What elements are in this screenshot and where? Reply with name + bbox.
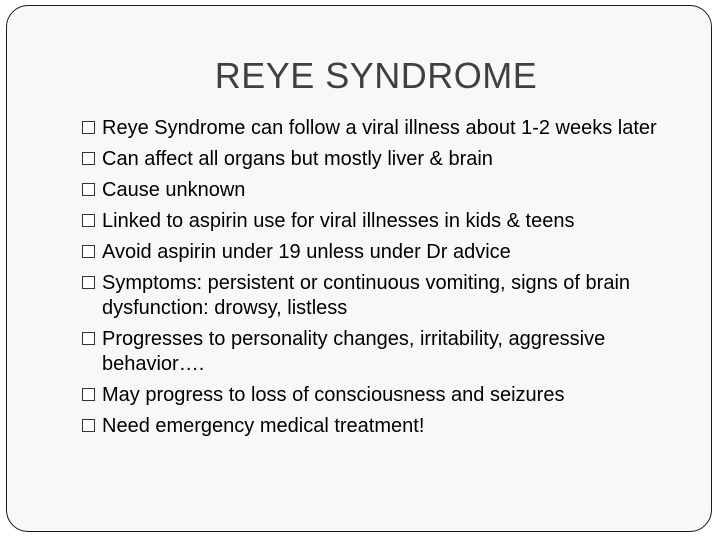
square-bullet-icon: [82, 214, 95, 227]
bullet-text: Symptoms: persistent or continuous vomiting, signs of brain dysfunction: drowsy, listless: [102, 272, 631, 319]
slide-title: REYE SYNDROME: [214, 55, 538, 96]
bullet-text: Can affect all organs but mostly liver & brain: [102, 148, 493, 170]
bullet-item: [82, 383, 682, 408]
square-bullet-icon: [82, 419, 95, 432]
bullet-item: [82, 414, 682, 439]
square-bullet-icon: [82, 388, 95, 401]
bullet-text: Linked to aspirin use for viral illnesses in kids & teens: [102, 210, 575, 232]
bullet-text: Cause unknown: [102, 179, 246, 201]
bullet-item: [82, 271, 682, 321]
bullet-item: [82, 240, 682, 265]
square-bullet-icon: [82, 152, 95, 165]
bullet-text: Avoid aspirin under 19 unless under Dr advice: [102, 241, 511, 263]
bullet-item: [82, 116, 682, 141]
bullet-item: [82, 178, 682, 203]
square-bullet-icon: [82, 332, 95, 345]
bullet-list: [82, 116, 682, 445]
bullet-item: [82, 209, 682, 234]
square-bullet-icon: [82, 276, 95, 289]
bullet-item: [82, 327, 682, 377]
square-bullet-icon: [82, 245, 95, 258]
square-bullet-icon: [82, 183, 95, 196]
bullet-text: Need emergency medical treatment!: [102, 415, 425, 437]
bullet-text: Reye Syndrome can follow a viral illness about 1-2 weeks later: [102, 117, 657, 139]
square-bullet-icon: [82, 121, 95, 134]
bullet-text: Progresses to personality changes, irritability, aggressive behavior….: [102, 328, 606, 375]
bullet-text: May progress to loss of consciousness and seizures: [102, 384, 565, 406]
bullet-item: [82, 147, 682, 172]
